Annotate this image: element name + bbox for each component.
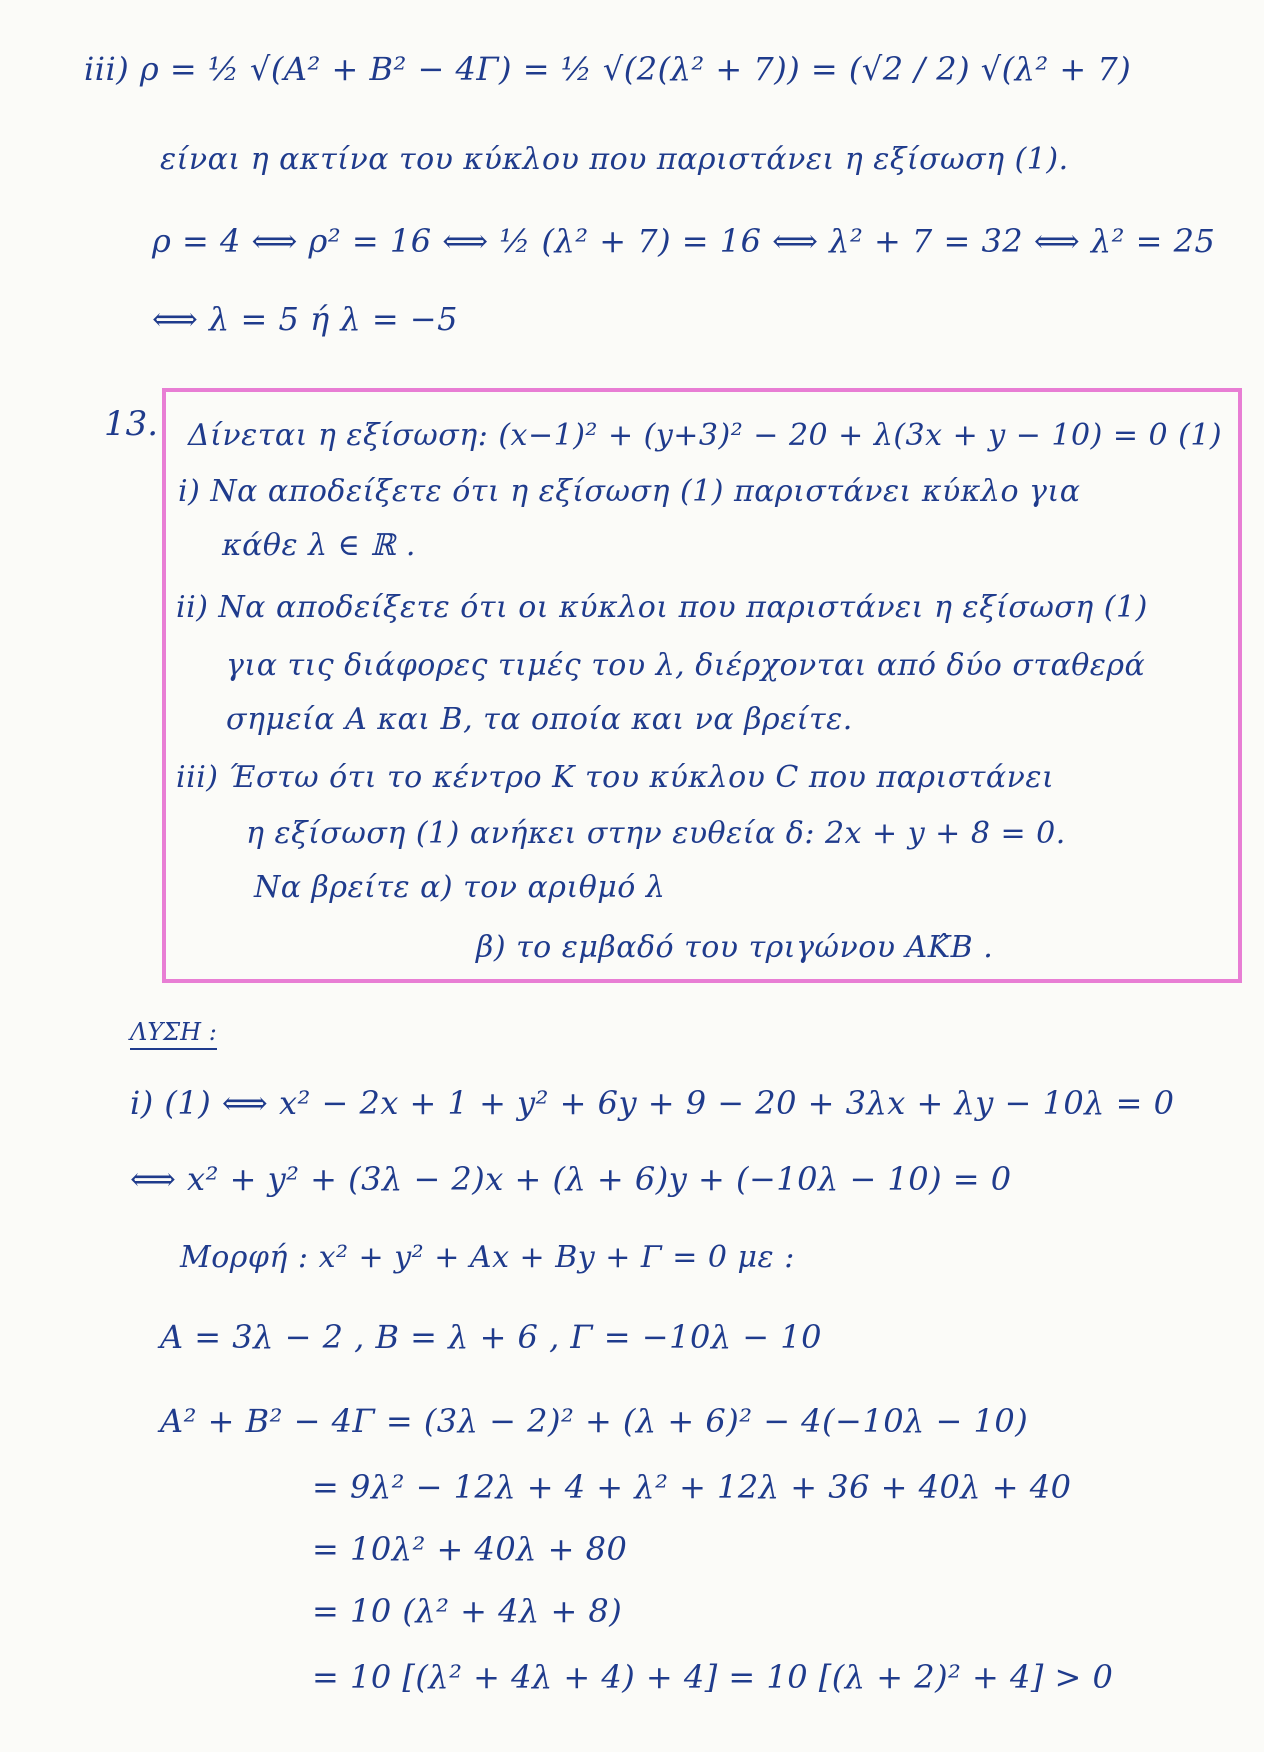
radius-statement: είναι η ακτίνα του κύκλου που παριστάνει η εξίσωση (1). — [160, 142, 1069, 177]
problem-part-ii-line3: σημεία Α και Β, τα οποία και να βρείτε. — [226, 702, 853, 737]
problem-part-ii-line1: ii) Να αποδείξετε ότι οι κύκλοι που παριστάνει η εξίσωση (1) — [176, 590, 1148, 625]
problem-part-iii-line2: η εξίσωση (1) ανήκει στην ευθεία δ: 2x + y + 8 = 0. — [246, 816, 1066, 851]
radius-solve-line: ρ = 4 ⟺ ρ² = 16 ⟺ ½ (λ² + 7) = 16 ⟺ λ² + 7 = 32 ⟺ λ² = 25 — [152, 222, 1216, 260]
solution-step2: ⟺ x² + y² + (3λ − 2)x + (λ + 6)y + (−10λ − 10) = 0 — [130, 1160, 1012, 1198]
discriminant-line5: = 10 [(λ² + 4λ + 4) + 4] = 10 [(λ + 2)² + 4] > 0 — [312, 1658, 1114, 1696]
solution-heading: ΛΥΣΗ : — [130, 1018, 217, 1050]
discriminant-line2: = 9λ² − 12λ + 4 + λ² + 12λ + 36 + 40λ + 40 — [312, 1468, 1072, 1506]
discriminant-line3: = 10λ² + 40λ + 80 — [312, 1530, 628, 1568]
lambda-result-line: ⟺ λ = 5 ή λ = −5 — [152, 300, 458, 338]
problem-given-equation: Δίνεται η εξίσωση: (x−1)² + (y+3)² − 20 + λ(3x + y − 10) = 0 (1) — [188, 418, 1223, 453]
problem-part-i-line2: κάθε λ ∈ ℝ . — [222, 528, 416, 563]
problem-part-i-line1: i) Να αποδείξετε ότι η εξίσωση (1) παριστάνει κύκλο για — [178, 474, 1081, 509]
solution-coefficients: A = 3λ − 2 , B = λ + 6 , Γ = −10λ − 10 — [160, 1318, 822, 1356]
discriminant-line1: A² + B² − 4Γ = (3λ − 2)² + (λ + 6)² − 4(−10λ − 10) — [160, 1402, 1029, 1440]
solution-form-line: Μορφή : x² + y² + Ax + By + Γ = 0 με : — [180, 1240, 795, 1275]
problem-part-iii-line3: Να βρείτε α) τον αριθμό λ — [254, 870, 666, 905]
solution-step1: i) (1) ⟺ x² − 2x + 1 + y² + 6y + 9 − 20 + 3λx + λy − 10λ = 0 — [130, 1084, 1175, 1122]
problem-part-iii-line1: iii) Έστω ότι το κέντρο Κ του κύκλου C που παριστάνει — [176, 760, 1055, 795]
radius-formula: iii) ρ = ½ √(A² + B² − 4Γ) = ½ √(2(λ² + 7)) = (√2 / 2) √(λ² + 7) — [84, 50, 1132, 88]
problem-number: 13. — [104, 404, 159, 444]
discriminant-line4: = 10 (λ² + 4λ + 8) — [312, 1592, 623, 1630]
problem-part-ii-line2: για τις διάφορες τιμές του λ, διέρχονται από δύο σταθερά — [226, 648, 1146, 683]
problem-part-iii-line4: β) το εμβαδό του τριγώνου ΑΚ̂Β . — [476, 930, 994, 965]
